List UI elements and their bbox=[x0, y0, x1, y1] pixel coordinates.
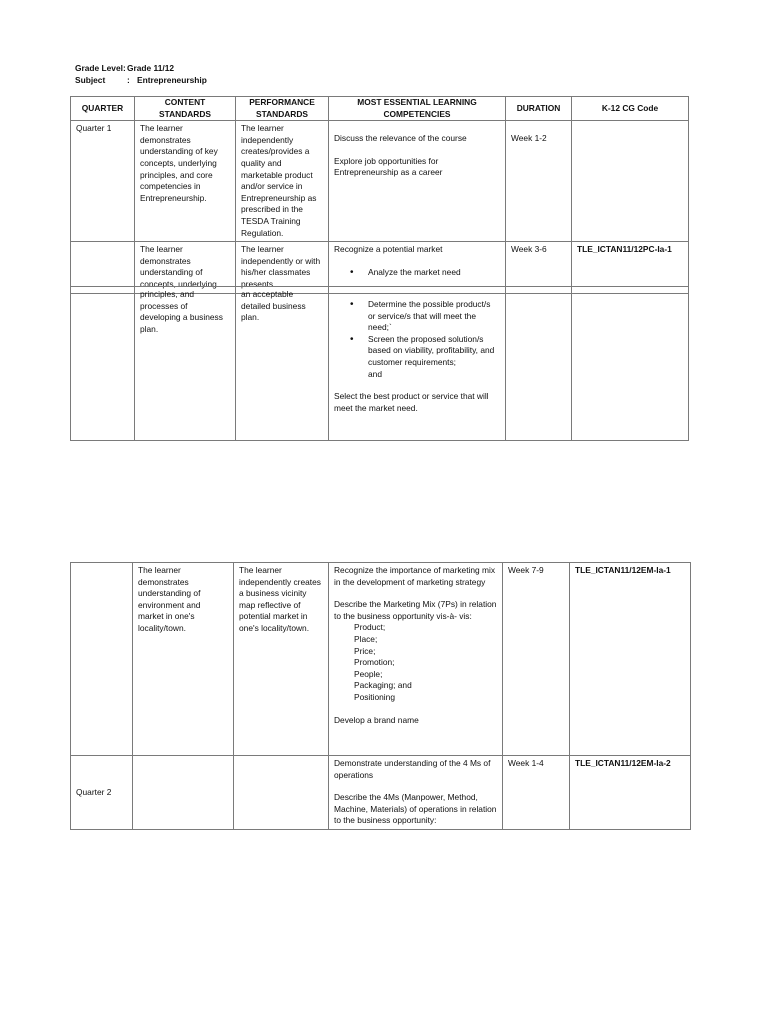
marketing-mix-item: Promotion; bbox=[354, 657, 395, 668]
curriculum-table-part-3 bbox=[70, 562, 691, 830]
subject-colon: : bbox=[127, 75, 130, 85]
col-header-melc: MOST ESSENTIAL LEARNING COMPETENCIES bbox=[329, 97, 506, 121]
content-standards-cell: The learner demonstrates understanding of key concepts, underlying principles, and core competencies in Entrepreneurship. bbox=[135, 121, 236, 242]
marketing-mix-list bbox=[334, 622, 497, 703]
performance-standards-cell bbox=[234, 756, 329, 830]
cg-code-cell bbox=[572, 287, 689, 441]
melc-item: Select the best product or service that will meet the market need. bbox=[334, 391, 489, 413]
curriculum-table-part-2 bbox=[70, 286, 689, 441]
quarter-cell bbox=[71, 563, 133, 756]
content-standards-cell bbox=[133, 756, 234, 830]
grade-level-label: Grade Level: bbox=[75, 63, 126, 73]
duration-cell: Week 3-6 bbox=[506, 242, 572, 293]
document-header bbox=[75, 62, 207, 86]
quarter-cell: Quarter 2 bbox=[71, 756, 133, 830]
subject-line bbox=[75, 74, 207, 86]
melc-item: Describe the Marketing Mix (7Ps) in relation to the business opportunity vis-à- vis: bbox=[334, 599, 497, 621]
melc-item: Explore job opportunities for Entrepreneurship as a career bbox=[334, 155, 443, 178]
melc-bullet-list bbox=[334, 267, 500, 279]
table-header-row bbox=[71, 97, 689, 121]
content-standards-cell: principles, and processes of developing a business plan. bbox=[135, 287, 236, 441]
cg-code-cell: TLE_ICTAN11/12EM-Ia-2 bbox=[570, 756, 691, 830]
marketing-mix-item: Packaging; and bbox=[354, 680, 412, 691]
table-row bbox=[71, 563, 691, 756]
content-standards-cell: The learner demonstrates understanding of environment and market in one's locality/town. bbox=[133, 563, 234, 756]
marketing-mix-item: Product; bbox=[354, 622, 386, 633]
quarter-cell: Quarter 1 bbox=[71, 121, 135, 242]
melc-item: Recognize the importance of marketing mix in the development of marketing strategy bbox=[334, 565, 496, 587]
grade-level-line bbox=[75, 62, 207, 74]
performance-standards-cell: an acceptable detailed business plan. bbox=[236, 287, 329, 441]
melc-cell bbox=[329, 756, 503, 830]
col-header-performance-standards: PERFORMANCE STANDARDS bbox=[236, 97, 329, 121]
cg-code-cell: TLE_ICTAN11/12EM-Ia-1 bbox=[570, 563, 691, 756]
col-header-quarter: QUARTER bbox=[71, 97, 135, 121]
table-row bbox=[71, 121, 689, 242]
marketing-mix-item: People; bbox=[354, 668, 383, 679]
subject-label: Subject bbox=[75, 75, 106, 85]
melc-bullet-list bbox=[334, 299, 500, 369]
melc-item: Recognize a potential market bbox=[334, 244, 443, 255]
marketing-mix-item: Positioning bbox=[354, 691, 395, 702]
marketing-mix-item: Place; bbox=[354, 633, 378, 644]
marketing-mix-item: Price; bbox=[354, 645, 376, 656]
melc-item: Develop a brand name bbox=[334, 714, 419, 725]
melc-cell bbox=[329, 287, 506, 441]
melc-item: Demonstrate understanding of the 4 Ms of operations bbox=[334, 758, 491, 780]
melc-bullet: • Analyze the market need bbox=[368, 267, 500, 279]
duration-cell: Week 1-2 bbox=[506, 121, 572, 242]
melc-cell bbox=[329, 563, 503, 756]
table-row bbox=[71, 287, 689, 441]
col-header-duration: DURATION bbox=[506, 97, 572, 121]
content-standards-cell: The learner demonstrates understanding of concepts, underlying bbox=[135, 242, 236, 293]
cg-code-cell: TLE_ICTAN11/12PC-Ia-1 bbox=[572, 242, 689, 293]
grade-level-value: Grade 11/12 bbox=[127, 63, 175, 73]
melc-bullet: • Determine the possible product/s or service/s that will meet the need;` bbox=[368, 299, 500, 334]
curriculum-table-part-1 bbox=[70, 96, 689, 294]
melc-bullet-continuation: and bbox=[368, 368, 382, 379]
performance-standards-cell: The learner independently creates/provides a quality and marketable product and/or service in Entrepreneurship as prescribed in the TESDA Training Regulation. bbox=[236, 121, 329, 242]
melc-item: Describe the 4Ms (Manpower, Method, Machine, Materials) of operations in relation to the business opportunity: bbox=[334, 792, 497, 826]
performance-standards-cell: The learner independently or with his/her classmates presents bbox=[236, 242, 329, 293]
melc-item: Discuss the relevance of the course bbox=[334, 133, 467, 144]
melc-bullet: • Screen the proposed solution/s based on viability, profitability, and customer requirements; bbox=[368, 334, 500, 369]
col-header-content-standards: CONTENT STANDARDS bbox=[135, 97, 236, 121]
col-header-cg-code: K-12 CG Code bbox=[572, 97, 689, 121]
melc-cell bbox=[329, 121, 506, 242]
duration-cell: Week 7-9 bbox=[503, 563, 570, 756]
duration-cell: Week 1-4 bbox=[503, 756, 570, 830]
duration-cell bbox=[506, 287, 572, 441]
performance-standards-cell: The learner independently creates a business vicinity map reflective of potential market in one's locality/town. bbox=[234, 563, 329, 756]
table-row bbox=[71, 756, 691, 830]
cg-code-cell bbox=[572, 121, 689, 242]
subject-value: Entrepreneurship bbox=[137, 75, 207, 85]
quarter-cell bbox=[71, 287, 135, 441]
